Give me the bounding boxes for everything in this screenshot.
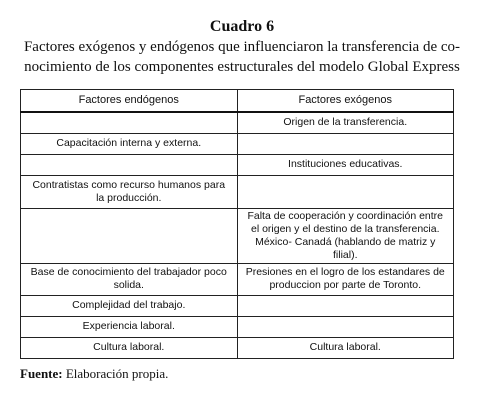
table-row xyxy=(21,175,454,208)
exogenous-cell xyxy=(237,316,454,337)
exogenous-cell xyxy=(237,295,454,316)
exogenous-cell: Falta de cooperación y coordinación entre el origen y el destino de la transferencia. México- Canadá (hablando de matriz y filial). xyxy=(237,208,454,263)
table-row xyxy=(21,337,454,358)
source-text: Elaboración propia. xyxy=(65,366,169,381)
endogenous-cell xyxy=(21,154,238,175)
header-endogenous: Factores endógenos xyxy=(21,90,238,113)
table-row xyxy=(21,154,454,175)
header-exogenous: Factores exógenos xyxy=(237,90,454,113)
factors-table xyxy=(20,89,454,359)
table-subtitle: Factores exógenos y endógenos que influenciaron la transferencia de co- nocimiento de los componentes estructurales del modelo Global Express xyxy=(23,39,461,75)
endogenous-cell: Capacitación interna y externa. xyxy=(21,133,238,154)
table-row xyxy=(21,133,454,154)
source-note xyxy=(20,366,168,382)
table-header-row xyxy=(21,90,454,113)
table-row xyxy=(21,208,454,263)
exogenous-cell: Origen de la transferencia. xyxy=(237,112,454,133)
endogenous-cell: Cultura laboral. xyxy=(21,337,238,358)
table-row xyxy=(21,263,454,295)
endogenous-cell: Complejidad del trabajo. xyxy=(21,295,238,316)
endogenous-cell: Base de conocimiento del trabajador poco solida. xyxy=(21,263,238,295)
endogenous-cell: Experiencia laboral. xyxy=(21,316,238,337)
table-row xyxy=(21,316,454,337)
table-title: Cuadro 6 xyxy=(209,18,275,35)
table-row xyxy=(21,112,454,133)
endogenous-cell xyxy=(21,208,238,263)
exogenous-cell: Presiones en el logro de los estandares de produccion por parte de Toronto. xyxy=(237,263,454,295)
endogenous-cell xyxy=(21,112,238,133)
exogenous-cell: Instituciones educativas. xyxy=(237,154,454,175)
table-row xyxy=(21,295,454,316)
exogenous-cell xyxy=(237,175,454,208)
exogenous-cell xyxy=(237,133,454,154)
source-label: Fuente: xyxy=(20,366,63,381)
endogenous-cell: Contratistas como recurso humanos para la producción. xyxy=(21,175,238,208)
exogenous-cell: Cultura laboral. xyxy=(237,337,454,358)
